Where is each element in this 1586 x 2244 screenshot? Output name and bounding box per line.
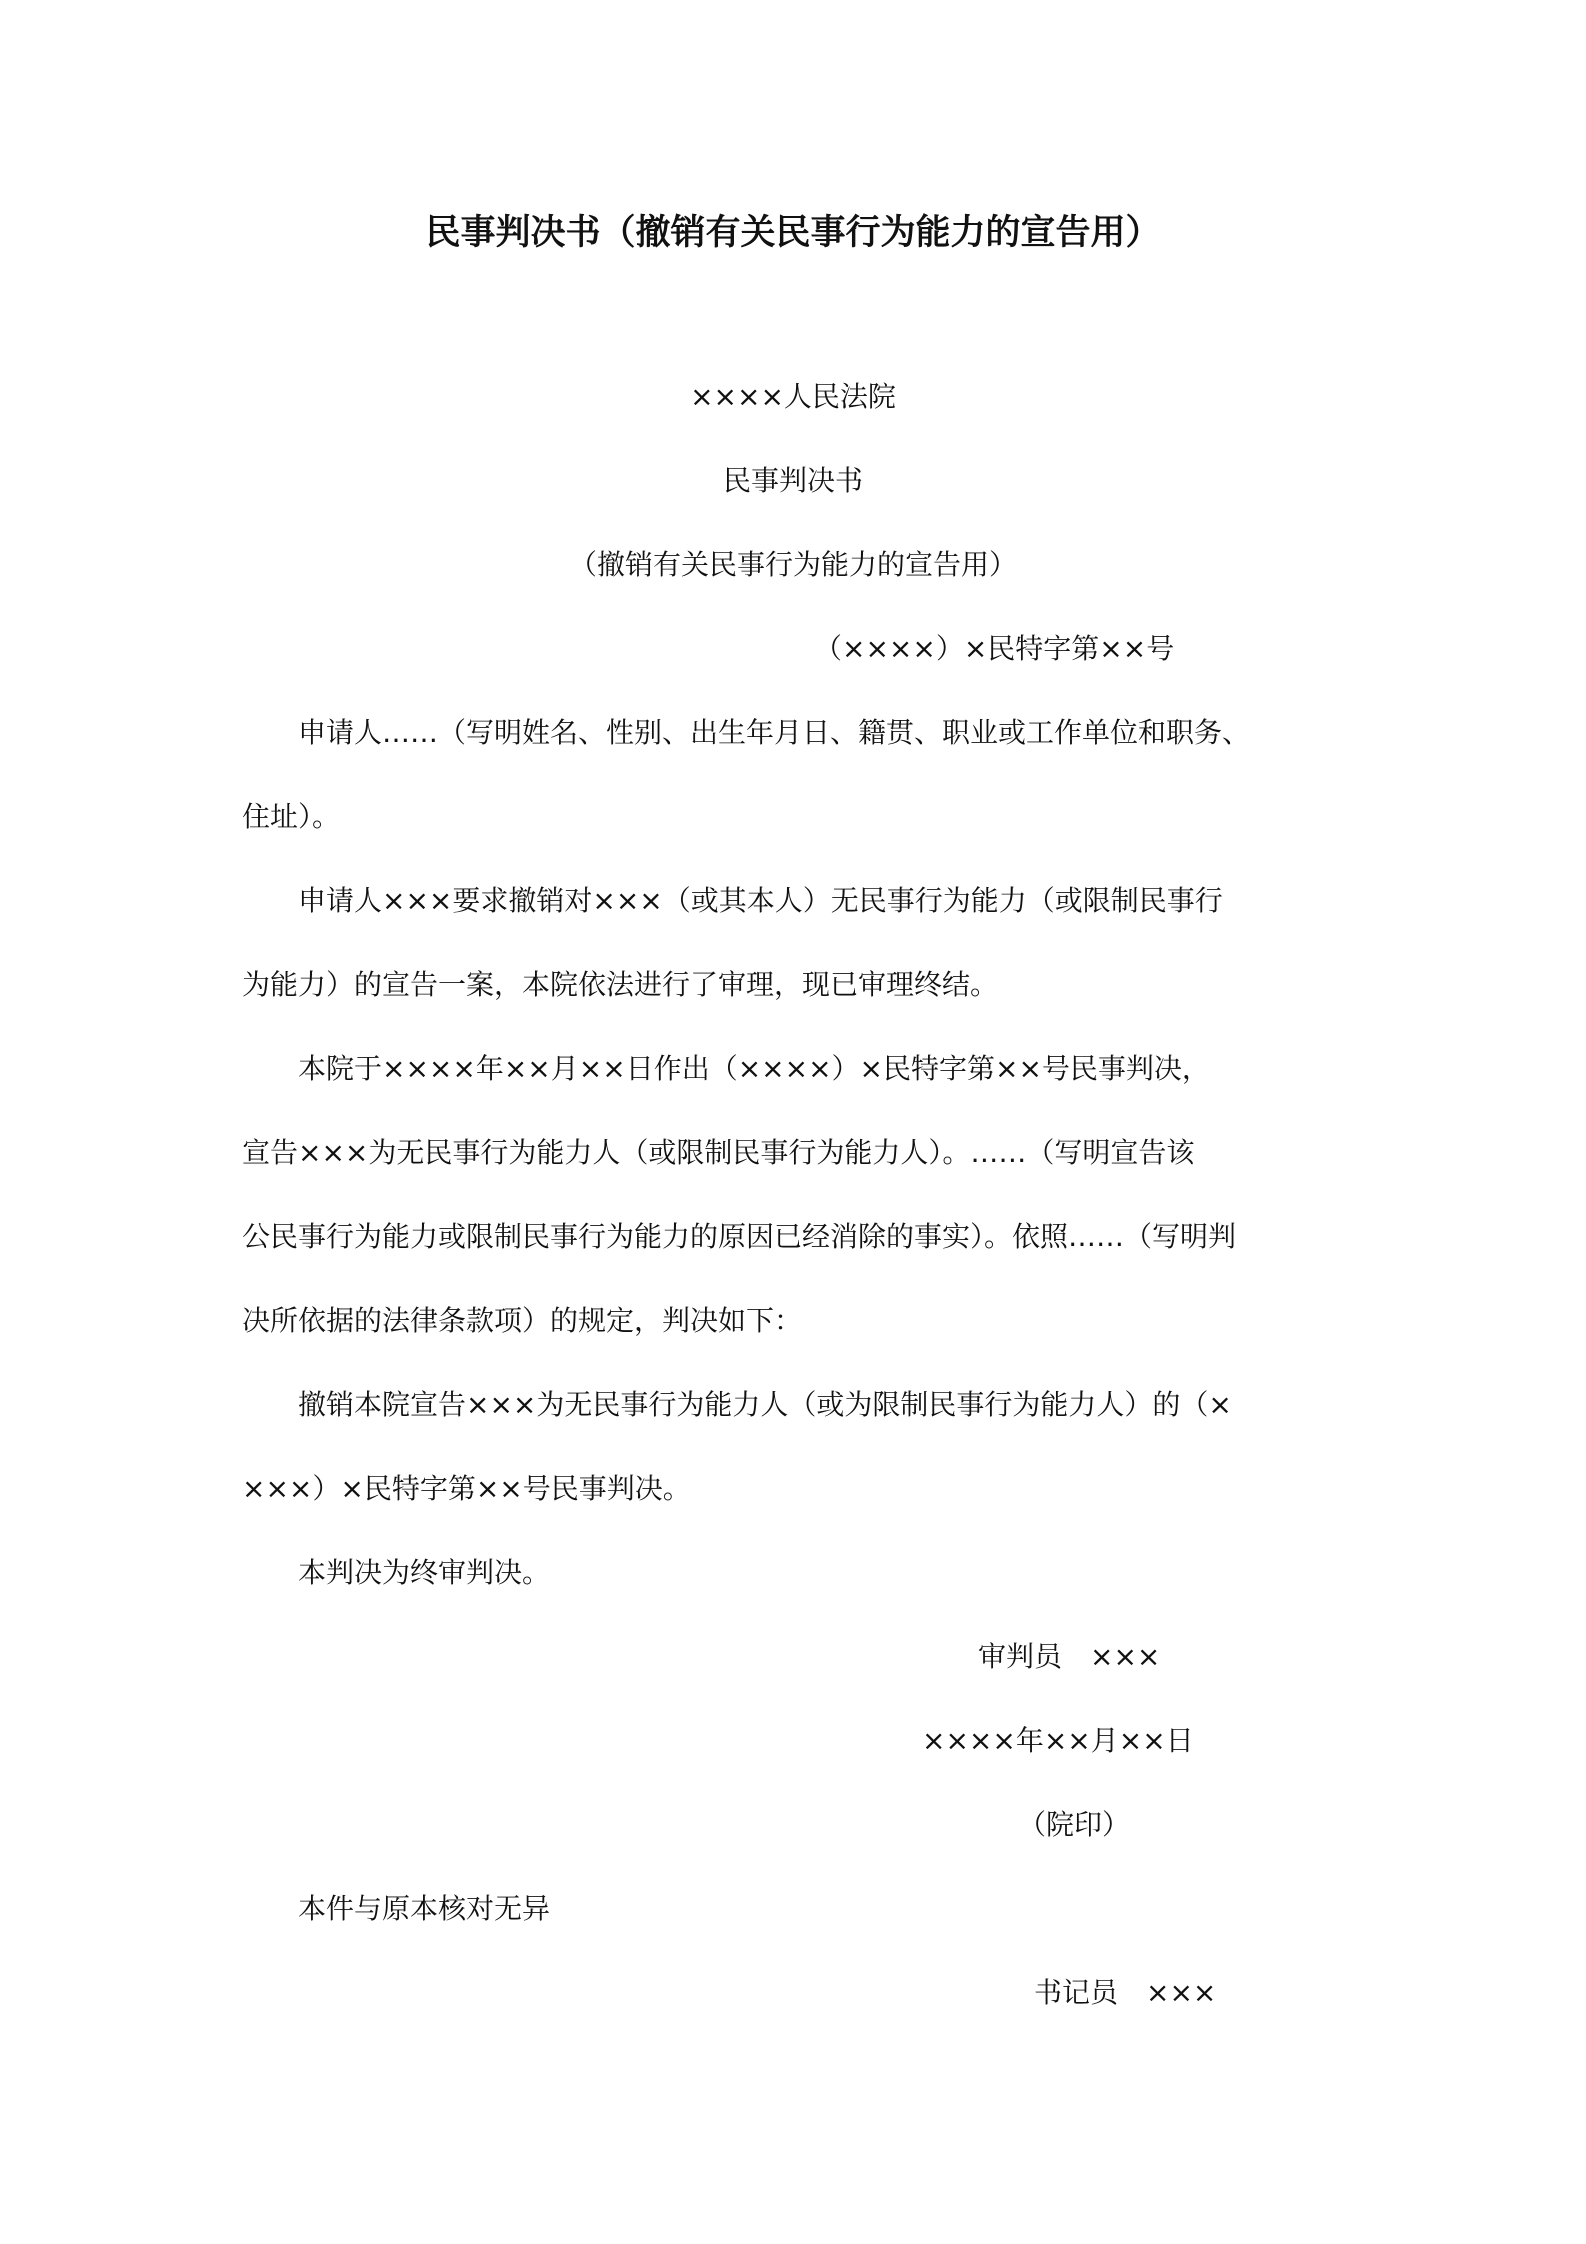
paragraph2-line-3: 公民事行为能力或限制民事行为能力的原因已经消除的事实）。依照……（写明判 — [242, 1220, 1237, 1253]
paragraph2-line-1: 本院于××××年××月××日作出（××××）×民特字第××号民事判决， — [298, 1052, 1210, 1085]
judgment-date: ××××年××月××日 — [922, 1724, 1194, 1757]
clerk-signature: 书记员 ××× — [1034, 1976, 1217, 2009]
court-name: ××××人民法院 — [690, 380, 896, 413]
document-type: 民事判决书 — [722, 464, 863, 497]
paragraph1-line-1: 申请人×××要求撤销对×××（或其本人）无民事行为能力（或限制民事行 — [298, 884, 1223, 917]
document-title: 民事判决书（撤销有关民事行为能力的宣告用） — [425, 213, 1161, 253]
applicant-line-2: 住址）。 — [242, 800, 341, 833]
judgment-line-1: 撤销本院宣告×××为无民事行为能力人（或为限制民事行为能力人）的（× — [298, 1388, 1232, 1421]
paragraph2-line-2: 宣告×××为无民事行为能力人（或限制民事行为能力人）。……（写明宣告该 — [242, 1136, 1195, 1169]
judgment-line-2: ×××）×民特字第××号民事判决。 — [242, 1472, 691, 1505]
final-judgment: 本判决为终审判决。 — [298, 1556, 551, 1589]
paragraph1-line-2: 为能力）的宣告一案，本院依法进行了审理，现已审理终结。 — [242, 968, 999, 1001]
judge-signature: 审判员 ××× — [978, 1640, 1161, 1673]
document-subtype: （撤销有关民事行为能力的宣告用） — [568, 548, 1017, 581]
verification-note: 本件与原本核对无异 — [298, 1892, 551, 1925]
paragraph2-line-4: 决所依据的法律条款项）的规定，判决如下： — [242, 1304, 803, 1337]
case-number: （××××）×民特字第××号 — [814, 632, 1175, 665]
applicant-line-1: 申请人……（写明姓名、性别、出生年月日、籍贯、职业或工作单位和职务、 — [298, 716, 1251, 749]
court-seal: （院印） — [1018, 1808, 1131, 1841]
